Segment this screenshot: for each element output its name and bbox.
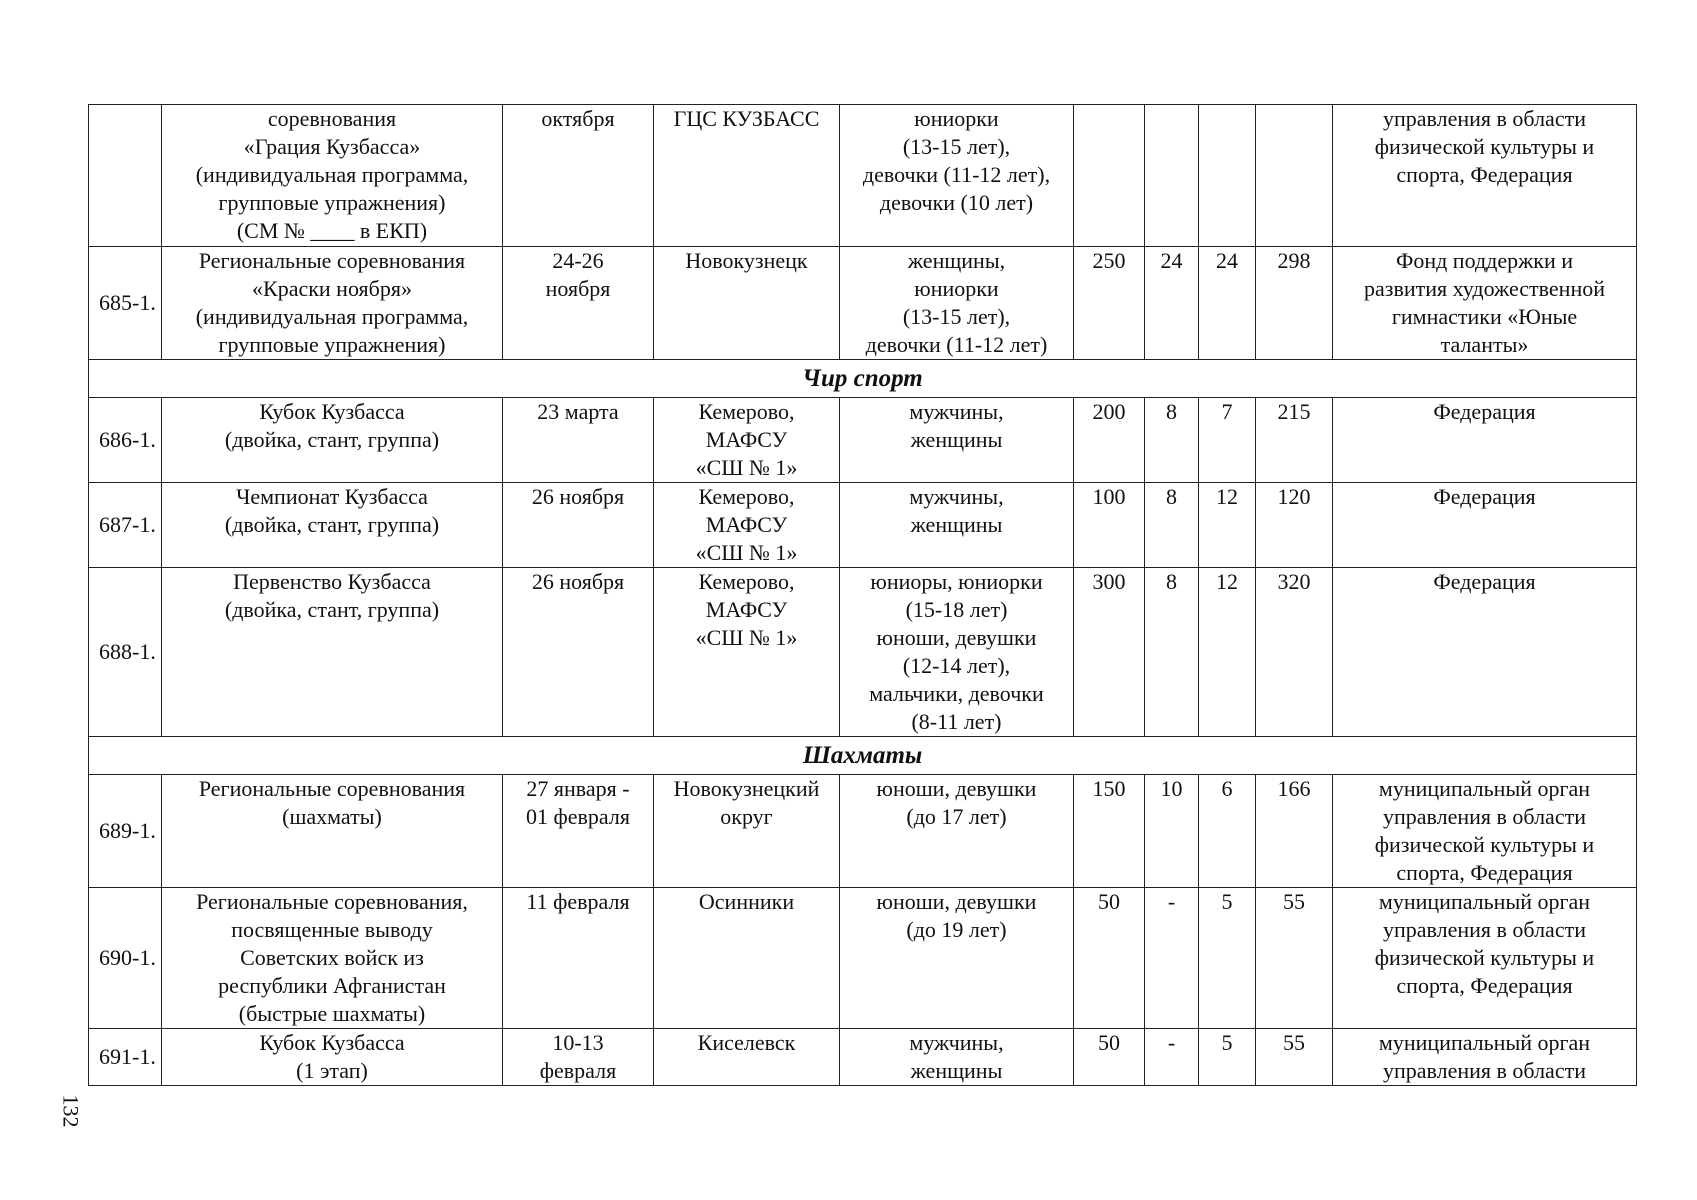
event-title: соревнования «Грация Кузбасса» (индивидуальная программа, групповые упражнения) (СМ № ____ в ЕКП) xyxy=(162,105,503,247)
count-total: 166 xyxy=(1256,775,1333,888)
event-place: Новокузнецкий округ xyxy=(654,775,840,888)
participant-groups: мужчины, женщины xyxy=(840,398,1074,483)
participant-groups: женщины, юниорки (13-15 лет), девочки (11-12 лет) xyxy=(840,247,1074,360)
count-judges: 10 xyxy=(1145,775,1199,888)
event-place: Осинники xyxy=(654,888,840,1029)
row-number: 686-1. xyxy=(89,398,162,483)
event-place: Киселевск xyxy=(654,1029,840,1086)
organizer: Фонд поддержки и развития художественной гимнастики «Юные таланты» xyxy=(1333,247,1637,360)
count-athletes: 50 xyxy=(1074,1029,1145,1086)
section-row xyxy=(89,737,1637,775)
count-athletes xyxy=(1074,105,1145,247)
count-judges: 8 xyxy=(1145,568,1199,737)
row-number: 687-1. xyxy=(89,483,162,568)
row-number xyxy=(89,105,162,247)
schedule-table-body xyxy=(89,105,1637,1086)
event-place: ГЦС КУЗБАСС xyxy=(654,105,840,247)
count-total: 120 xyxy=(1256,483,1333,568)
event-title: Региональные соревнования «Краски ноября» (индивидуальная программа, групповые упражнения) xyxy=(162,247,503,360)
table-row xyxy=(89,888,1637,1029)
count-athletes: 250 xyxy=(1074,247,1145,360)
count-total: 55 xyxy=(1256,1029,1333,1086)
count-total: 320 xyxy=(1256,568,1333,737)
event-place: Кемерово, МАФСУ «СШ № 1» xyxy=(654,398,840,483)
count-staff: 12 xyxy=(1199,483,1256,568)
count-judges: - xyxy=(1145,888,1199,1029)
event-place: Кемерово, МАФСУ «СШ № 1» xyxy=(654,568,840,737)
organizer: муниципальный орган управления в области физической культуры и спорта, Федерация xyxy=(1333,775,1637,888)
count-total: 298 xyxy=(1256,247,1333,360)
count-judges xyxy=(1145,105,1199,247)
count-total xyxy=(1256,105,1333,247)
table-row xyxy=(89,247,1637,360)
table-row xyxy=(89,398,1637,483)
participant-groups: юноши, девушки (до 17 лет) xyxy=(840,775,1074,888)
event-title: Чемпионат Кузбасса (двойка, стант, группа) xyxy=(162,483,503,568)
event-date: 11 февраля xyxy=(503,888,654,1029)
table-row xyxy=(89,483,1637,568)
section-title: Чир спорт xyxy=(89,360,1637,398)
participant-groups: юноши, девушки (до 19 лет) xyxy=(840,888,1074,1029)
organizer: Федерация xyxy=(1333,398,1637,483)
page-number: 132 xyxy=(58,1094,84,1128)
count-staff: 24 xyxy=(1199,247,1256,360)
count-staff: 6 xyxy=(1199,775,1256,888)
participant-groups: юниоры, юниорки (15-18 лет) юноши, девушки (12-14 лет), мальчики, девочки (8-11 лет) xyxy=(840,568,1074,737)
event-title: Первенство Кузбасса (двойка, стант, группа) xyxy=(162,568,503,737)
count-athletes: 100 xyxy=(1074,483,1145,568)
event-date: октября xyxy=(503,105,654,247)
organizer: муниципальный орган управления в области xyxy=(1333,1029,1637,1086)
count-judges: 24 xyxy=(1145,247,1199,360)
table-row xyxy=(89,105,1637,247)
row-number: 685-1. xyxy=(89,247,162,360)
event-date: 26 ноября xyxy=(503,568,654,737)
event-date: 24-26 ноября xyxy=(503,247,654,360)
row-number: 688-1. xyxy=(89,568,162,737)
table-row xyxy=(89,568,1637,737)
event-place: Кемерово, МАФСУ «СШ № 1» xyxy=(654,483,840,568)
event-title: Региональные соревнования (шахматы) xyxy=(162,775,503,888)
count-judges: - xyxy=(1145,1029,1199,1086)
event-date: 26 ноября xyxy=(503,483,654,568)
schedule-table xyxy=(88,104,1637,1086)
event-date: 23 марта xyxy=(503,398,654,483)
section-row xyxy=(89,360,1637,398)
participant-groups: мужчины, женщины xyxy=(840,483,1074,568)
row-number: 689-1. xyxy=(89,775,162,888)
participant-groups: мужчины, женщины xyxy=(840,1029,1074,1086)
count-staff: 12 xyxy=(1199,568,1256,737)
event-place: Новокузнецк xyxy=(654,247,840,360)
participant-groups: юниорки (13-15 лет), девочки (11-12 лет), девочки (10 лет) xyxy=(840,105,1074,247)
table-row xyxy=(89,775,1637,888)
event-date: 10-13 февраля xyxy=(503,1029,654,1086)
row-number: 690-1. xyxy=(89,888,162,1029)
section-title: Шахматы xyxy=(89,737,1637,775)
organizer: Федерация xyxy=(1333,483,1637,568)
count-staff: 5 xyxy=(1199,1029,1256,1086)
count-total: 215 xyxy=(1256,398,1333,483)
count-judges: 8 xyxy=(1145,398,1199,483)
count-total: 55 xyxy=(1256,888,1333,1029)
count-athletes: 150 xyxy=(1074,775,1145,888)
count-athletes: 200 xyxy=(1074,398,1145,483)
organizer: Федерация xyxy=(1333,568,1637,737)
table-row xyxy=(89,1029,1637,1086)
row-number: 691-1. xyxy=(89,1029,162,1086)
count-staff: 5 xyxy=(1199,888,1256,1029)
event-title: Кубок Кузбасса (двойка, стант, группа) xyxy=(162,398,503,483)
count-staff xyxy=(1199,105,1256,247)
event-title: Кубок Кузбасса (1 этап) xyxy=(162,1029,503,1086)
count-athletes: 300 xyxy=(1074,568,1145,737)
count-staff: 7 xyxy=(1199,398,1256,483)
organizer: муниципальный орган управления в области физической культуры и спорта, Федерация xyxy=(1333,888,1637,1029)
count-judges: 8 xyxy=(1145,483,1199,568)
count-athletes: 50 xyxy=(1074,888,1145,1029)
organizer: управления в области физической культуры и спорта, Федерация xyxy=(1333,105,1637,247)
event-title: Региональные соревнования, посвященные выводу Советских войск из республики Афганистан (быстрые шахматы) xyxy=(162,888,503,1029)
event-date: 27 января - 01 февраля xyxy=(503,775,654,888)
